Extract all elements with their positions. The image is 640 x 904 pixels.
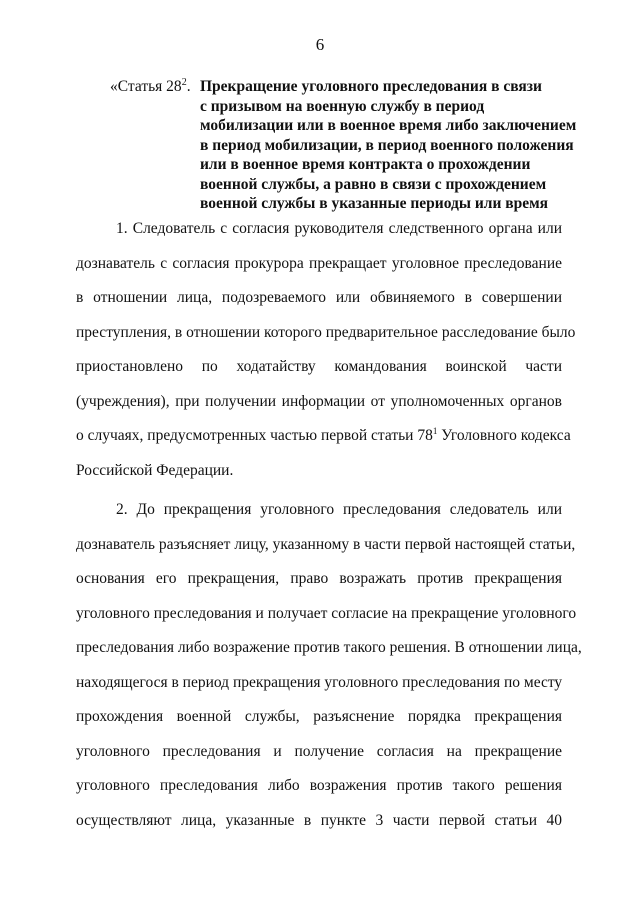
paragraph-line: уголовного преследования либо возражения против такого решения [76, 777, 562, 794]
paragraph-line: приостановлено по ходатайству командования воинской части [76, 358, 562, 375]
paragraph-line: преследования либо возражение против такого решения. В отношении лица, [76, 639, 582, 656]
paragraph-line: преступления, в отношении которого предварительное расследование было [76, 323, 576, 341]
article-title-line: Прекращение уголовного преследования в связи [200, 78, 542, 95]
article-label-superscript: 2 [181, 77, 187, 88]
paragraph-line: находящегося в период прекращения уголовного преследования по месту [76, 673, 563, 691]
paragraph-line: 1. Следователь с согласия руководителя следственного органа или [116, 220, 562, 237]
article-title-line: военной службы в указанные периоды или время [200, 195, 549, 212]
paragraph-line: осуществляют лица, указанные в пункте 3 части первой статьи 40 [76, 811, 562, 829]
paragraph-line: Российской Федерации. [76, 461, 234, 479]
paragraph-line: дознаватель с согласия прокурора прекращает уголовное преследование [76, 254, 562, 272]
article-label-suffix: . [186, 78, 191, 95]
article-body [76, 212, 582, 838]
article-title-line: с призывом на военную службу в период [200, 97, 485, 115]
reference-text-after: Уголовного кодекса [437, 427, 571, 444]
paragraph-line: уголовного преследования и получает согласие на прекращение уголовного [76, 604, 577, 622]
article-title-line: в период мобилизации, в период военного положения [200, 136, 574, 154]
article-title [200, 77, 580, 214]
article-title-line: мобилизации или в военное время либо заключением [200, 117, 577, 134]
paragraph-line: в отношении лица, подозреваемого или обвиняемого в совершении [76, 289, 562, 306]
reference-text-before: о случаях, предусмотренных частью первой статьи 78 [76, 427, 433, 444]
paragraph-line: прохождения военной службы, разъяснение порядка прекращения [76, 708, 562, 725]
article-label-prefix: «Статья 28 [110, 78, 182, 95]
article-label [110, 77, 198, 97]
article-title-line: военной службы, а равно в связи с прохождением [200, 175, 547, 193]
reference-superscript: 1 [432, 426, 438, 436]
paragraph-line: (учреждения), при получении информации от уполномоченных органов [76, 392, 562, 410]
paragraph-2 [76, 493, 582, 838]
paragraph-line-with-reference [76, 419, 571, 454]
article-heading [110, 77, 580, 214]
paragraph-line: уголовного преследования и получение согласия на прекращение [76, 742, 562, 760]
page-number: 6 [315, 35, 325, 54]
article-title-line: или в военное время контракта о прохождении [200, 156, 531, 173]
paragraph-line: дознаватель разъясняет лицу, указанному в части первой настоящей статьи, [76, 535, 576, 553]
paragraph-line: основания его прекращения, право возражать против прекращения [76, 570, 562, 587]
paragraph-1 [76, 212, 576, 488]
paragraph-line: 2. До прекращения уголовного преследования следователь или [116, 501, 562, 518]
